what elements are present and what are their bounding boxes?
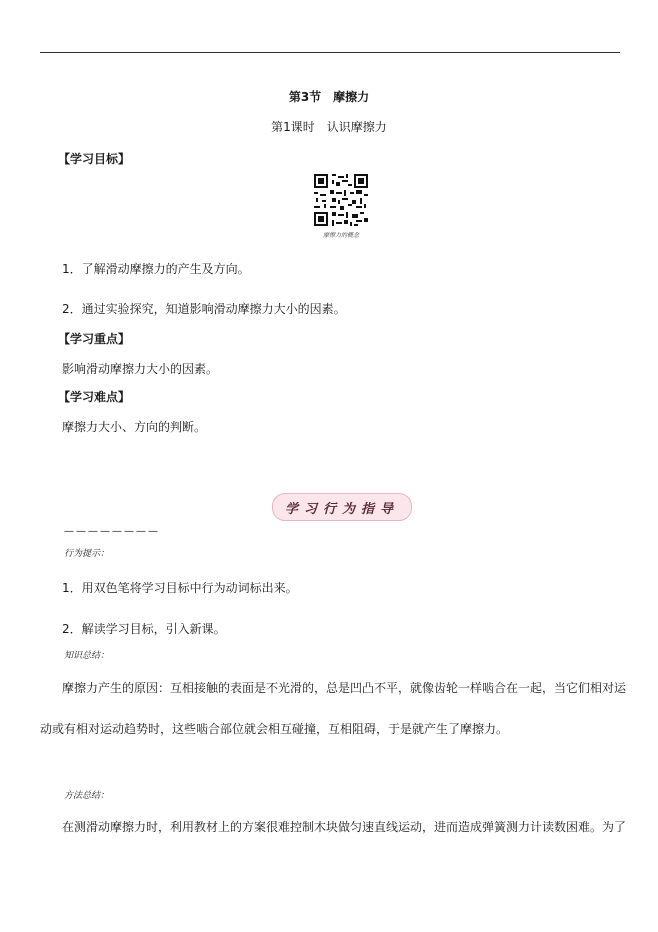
objective-item-1: 1．了解滑动摩擦力的产生及方向。 bbox=[62, 262, 250, 276]
guidance-banner-text: 学习行为指导 bbox=[284, 501, 399, 517]
behavior-item-1: 1．用双色笔将学习目标中行为动词标出来。 bbox=[62, 581, 298, 595]
qr-code-icon bbox=[312, 172, 370, 228]
behavior-label: 行为提示： bbox=[64, 549, 110, 559]
objective-item-2: 2．通过实验探究，知道影响滑动摩擦力大小的因素。 bbox=[62, 302, 346, 316]
difficulty-label: 【学习难点】 bbox=[58, 390, 131, 404]
key-point-label: 【学习重点】 bbox=[58, 332, 131, 346]
qr-caption: 摩擦力的概念 bbox=[322, 232, 359, 239]
behavior-item-2: 2．解读学习目标，引入新课。 bbox=[62, 622, 226, 636]
lesson-subtitle: 第1课时 认识摩擦力 bbox=[271, 120, 387, 134]
key-point-text: 影响滑动摩擦力大小的因素。 bbox=[62, 362, 219, 376]
divider-dashes: ———————— bbox=[64, 526, 160, 537]
top-rule bbox=[40, 52, 620, 53]
knowledge-label: 知识总结： bbox=[64, 651, 110, 661]
guidance-banner bbox=[272, 493, 412, 521]
method-label: 方法总结： bbox=[64, 791, 110, 801]
qr-code[interactable] bbox=[312, 172, 370, 242]
knowledge-line-1: 摩擦力产生的原因：互相接触的表面是不光滑的，总是凹凸不平，就像齿轮一样啮合在一起，当它们相对运 bbox=[62, 681, 627, 695]
page-title: 第3节 摩擦力 bbox=[288, 90, 370, 104]
method-line-1: 在测滑动摩擦力时，利用教材上的方案很难控制木块做匀速直线运动，进而造成弹簧测力计读数困难。为了 bbox=[62, 820, 627, 834]
difficulty-text: 摩擦力大小、方向的判断。 bbox=[62, 420, 207, 434]
objectives-label: 【学习目标】 bbox=[58, 152, 131, 166]
knowledge-line-2: 动或有相对运动趋势时，这些啮合部位就会相互碰撞，互相阻碍，于是就产生了摩擦力。 bbox=[40, 722, 509, 736]
